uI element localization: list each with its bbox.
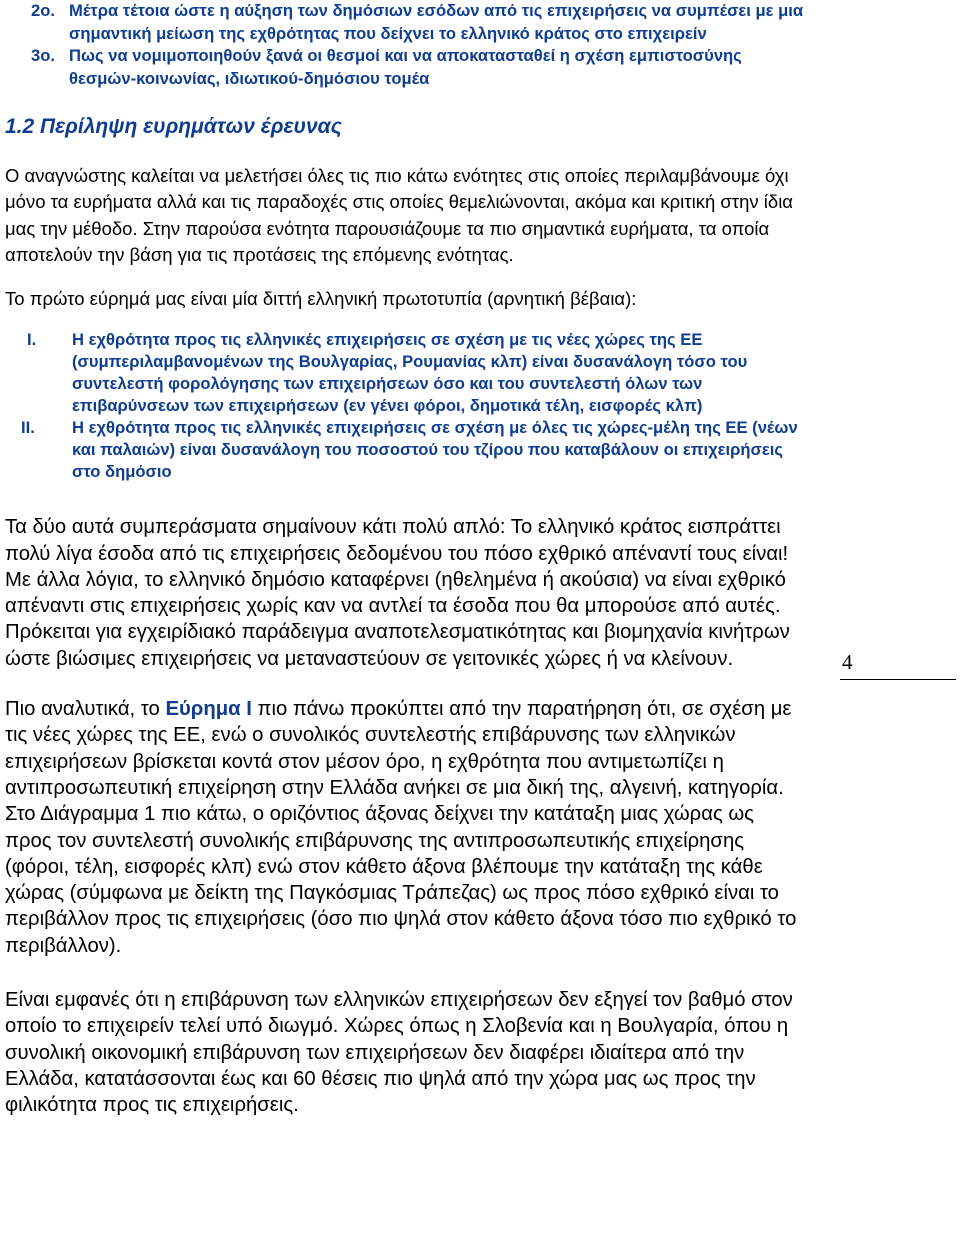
- numbered-item-2: [5, 0, 805, 45]
- findings-list: [5, 329, 805, 484]
- list-marker: 3o.: [31, 46, 55, 65]
- list-item-text: Μέτρα τέτοια ώστε η αύξηση των δημόσιων εσόδων από τις επιχειρήσεις να συμπέσει με μια σημαντική μείωση της εχθρότητας που δείχνει το ελληνικό κράτος στο επιχειρείν: [69, 1, 804, 43]
- roman-numeral: II.: [21, 418, 35, 437]
- finding-text: Η εχθρότητα προς τις ελληνικές επιχειρήσεις σε σχέση με τις νέες χώρες της ΕΕ (συμπεριλαμβανομένων της Βουλγαρίας, Ρουμανίας κλπ) είναι δυσανάλογη τόσο του συντελεστή φορολόγησης των επιχειρήσεων όσο και του συντελεστή όλων των επιβαρύνσεων των επιχειρήσεων (εν γένει φόροι, δημοτικά τέλη, εισφορές κλπ): [72, 329, 748, 415]
- roman-numeral: I.: [27, 329, 37, 349]
- finding-item-2: [5, 417, 805, 483]
- analysis-paragraph: [5, 696, 805, 959]
- list-marker: 2o.: [31, 1, 55, 20]
- intro-paragraph: Ο αναγνώστης καλείται να μελετήσει όλες τις πιο κάτω ενότητες στις οποίες περιλαμβάνουμε όχι μόνο τα ευρήματα αλλά και τις παραδοχές στις οποίες θεμελιώνονται, ακόμα και κριτική στην ίδια μας την μέθοδο. Στην παρούσα ενότητα παρουσιάζουμε τα πιο σημαντικά ευρήματα, τα οποία αποτελούν την βάση για τις προτάσεις της επόμενης ενότητας.: [5, 165, 793, 266]
- page-number: 4: [842, 650, 853, 674]
- finding-reference: Εύρημα Ι: [165, 698, 252, 721]
- section-heading: 1.2 Περίληψη ευρημάτων έρευνας: [5, 115, 342, 138]
- numbered-item-3: [5, 45, 805, 90]
- analysis-text-end: πιο πάνω προκύπτει από την παρατήρηση ότι, σε σχέση με τις νέες χώρες της ΕΕ, ενώ ο συνολικός συντελεστής επιβάρυνσης των ελληνικών επιχειρήσεων βρίσκεται κοντά στον μέσον όρο, η εχθρότητα που αντιμετωπίζει η αντιπροσωπευτική επιχείρηση στην Ελλάδα ανήκει σε μια δική της, αλγεινή, κατηγορία. Στο Διάγραμμα 1 πιο κάτω, ο οριζόντιος άξονας δείχνει την κατάταξη μιας χώρας ως προς τον συντελεστή συνολικής επιβάρυνσης της αντιπροσωπευτικής επιχείρησης (φόροι, τέλη, εισφορές κλπ) ενώ στον κάθετο άξονα βλέπουμε την κατάταξη της κάθε χώρας (σύμφωνα με δείκτη της Παγκόσμιας Τράπεζας) ως προς πόσο εχθρικό είναι το περιβάλλον προς τις επιχειρήσεις (όσο πιο ψηλά στον κάθετο άξονα τόσο πιο εχθρικό το περιβάλλον).: [5, 698, 797, 957]
- list-item-text: Πως να νομιμοποιηθούν ξανά οι θεσμοί και να αποκατασταθεί η σχέση εμπιστοσύνης θεσμών-κοινωνίας, ιδιωτικού-δημόσιου τομέα: [69, 46, 742, 88]
- document-page: [5, 0, 805, 1119]
- finding-item-1: [5, 329, 805, 417]
- first-finding-intro: Το πρώτο εύρημά μας είναι μία διττή ελληνική πρωτοτυπία (αρνητική βέβαια):: [5, 287, 637, 309]
- finding-text: Η εχθρότητα προς τις ελληνικές επιχειρήσεις σε σχέση με όλες τις χώρες-μέλη της ΕΕ (νέων και παλαιών) είναι δυσανάλογη του ποσοστού του τζίρου που καταβάλουν οι επιχειρήσεις στο δημόσιο: [72, 418, 798, 482]
- analysis-text-start: Πιο αναλυτικά, το: [5, 698, 166, 721]
- evidence-paragraph: Είναι εμφανές ότι η επιβάρυνση των ελληνικών επιχειρήσεων δεν εξηγεί τον βαθμό στον οποίο το επιχειρείν τελεί υπό διωγμό. Χώρες όπως η Σλοβενία και η Βουλγαρία, όπου η συνολική οικονομική επιβάρυνση των επιχειρήσεων δεν διαφέρει ιδιαίτερα από την Ελλάδα, κατατάσσονται έως και 60 θέσεις πιο ψηλά από την χώρα μας ως προς την φιλικότητα προς τις επιχειρήσεις.: [5, 989, 793, 1117]
- conclusion-paragraph: Τα δύο αυτά συμπεράσματα σημαίνουν κάτι πολύ απλό: Το ελληνικό κράτος εισπράττει πολύ λίγα έσοδα από τις επιχειρήσεις δεδομένου του πόσο εχθρικό απέναντί τους είναι! Με άλλα λόγια, το ελληνικό δημόσιο καταφέρνει (ηθελημένα ή ακούσια) να είναι εχθρικό απέναντι στις επιχειρήσεις χωρίς καν να αντλεί τα έσοδα που θα μπορούσε από αυτές. Πρόκειται για εγχειρίδιακό παράδειγμα αναποτελεσματικότητας και βιομηχανία κινήτρων ώστε βιώσιμες επιχειρήσεις να μεταναστεύουν σε γειτονικές χώρες ή να κλείνουν.: [5, 516, 790, 670]
- page-number-rule: [840, 679, 956, 680]
